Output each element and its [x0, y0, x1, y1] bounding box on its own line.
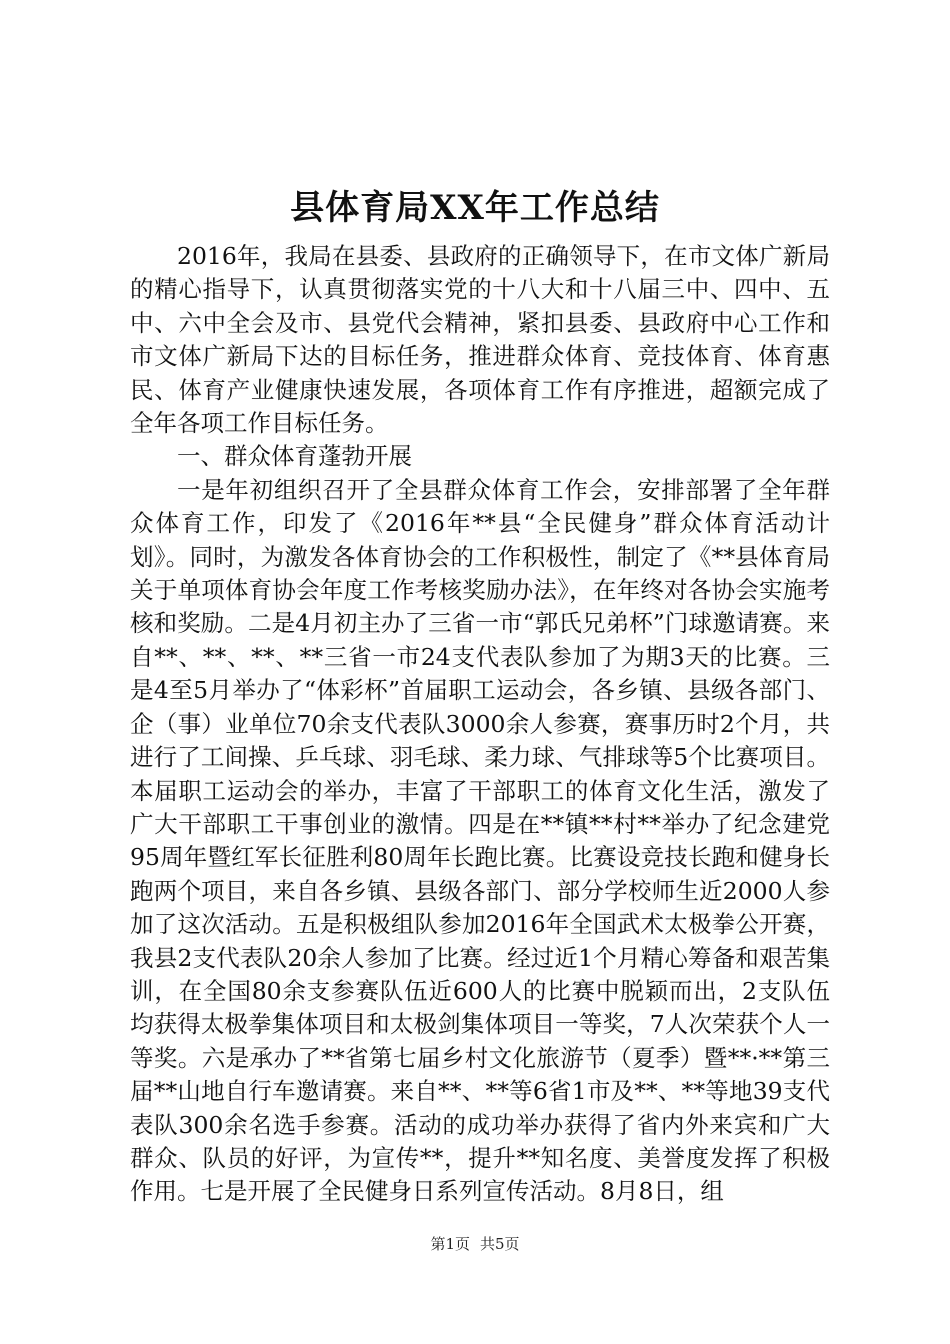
- page-total: 共5页: [480, 1235, 520, 1253]
- page-footer: [0, 1234, 950, 1254]
- section-paragraph: 一是年初组织召开了全县群众体育工作会，安排部署了全年群众体育工作，印发了《2016年**县“全民健身”群众体育活动计划》。同时，为激发各体育协会的工作积极性，制定了《**县体育局关于单项体育协会年度工作考核奖励办法》，在年终对各协会实施考核和奖励。二是4月初主办了三省一市“郭氏兄弟杯”门球邀请赛。来自**、**、**、**三省一市24支代表队参加了为期3天的比赛。三是4至5月举办了“体彩杯”首届职工运动会，各乡镇、县级各部门、企（事）业单位70余支代表队3000余人参赛，赛事历时2个月，共进行了工间操、乒乓球、羽毛球、柔力球、气排球等5个比赛项目。本届职工运动会的举办，丰富了干部职工的体育文化生活，激发了广大干部职工干事创业的激情。四是在**镇**村**举办了纪念建党95周年暨红军长征胜利80周年长跑比赛。比赛设竞技长跑和健身长跑两个项目，来自各乡镇、县级各部门、部分学校师生近2000人参加了这次活动。五是积极组队参加2016年全国武术太极拳公开赛，我县2支代表队20余人参加了比赛。经过近1个月精心筹备和艰苦集训，在全国80余支参赛队伍近600人的比赛中脱颖而出，2支队伍均获得太极拳集体项目和太极剑集体项目一等奖，7人次荣获个人一等奖。六是承办了**省第七届乡村文化旅游节（夏季）暨**·**第三届**山地自行车邀请赛。来自**、**等6省1市及**、**等地39支代表队300余名选手参赛。活动的成功举办获得了省内外来宾和广大群众、队员的好评，为宣传**，提升**知名度、美誉度发挥了积极作用。七是开展了全民健身日系列宣传活动。8月8日，组: [130, 475, 830, 1206]
- page-number: 第1页: [430, 1235, 470, 1253]
- section-heading: 一、群众体育蓬勃开展: [177, 442, 412, 471]
- document-body: [130, 240, 830, 1209]
- document-title: 县体育局XX年工作总结: [290, 188, 660, 228]
- intro-paragraph: 2016年，我局在县委、县政府的正确领导下，在市文体广新局的精心指导下，认真贯彻落实党的十八大和十八届三中、四中、五中、六中全会及市、县党代会精神，紧扣县委、县政府中心工作和市文体广新局下达的目标任务，推进群众体育、竞技体育、体育惠民、体育产业健康快速发展，各项体育工作有序推进，超额完成了全年各项工作目标任务。: [130, 242, 830, 438]
